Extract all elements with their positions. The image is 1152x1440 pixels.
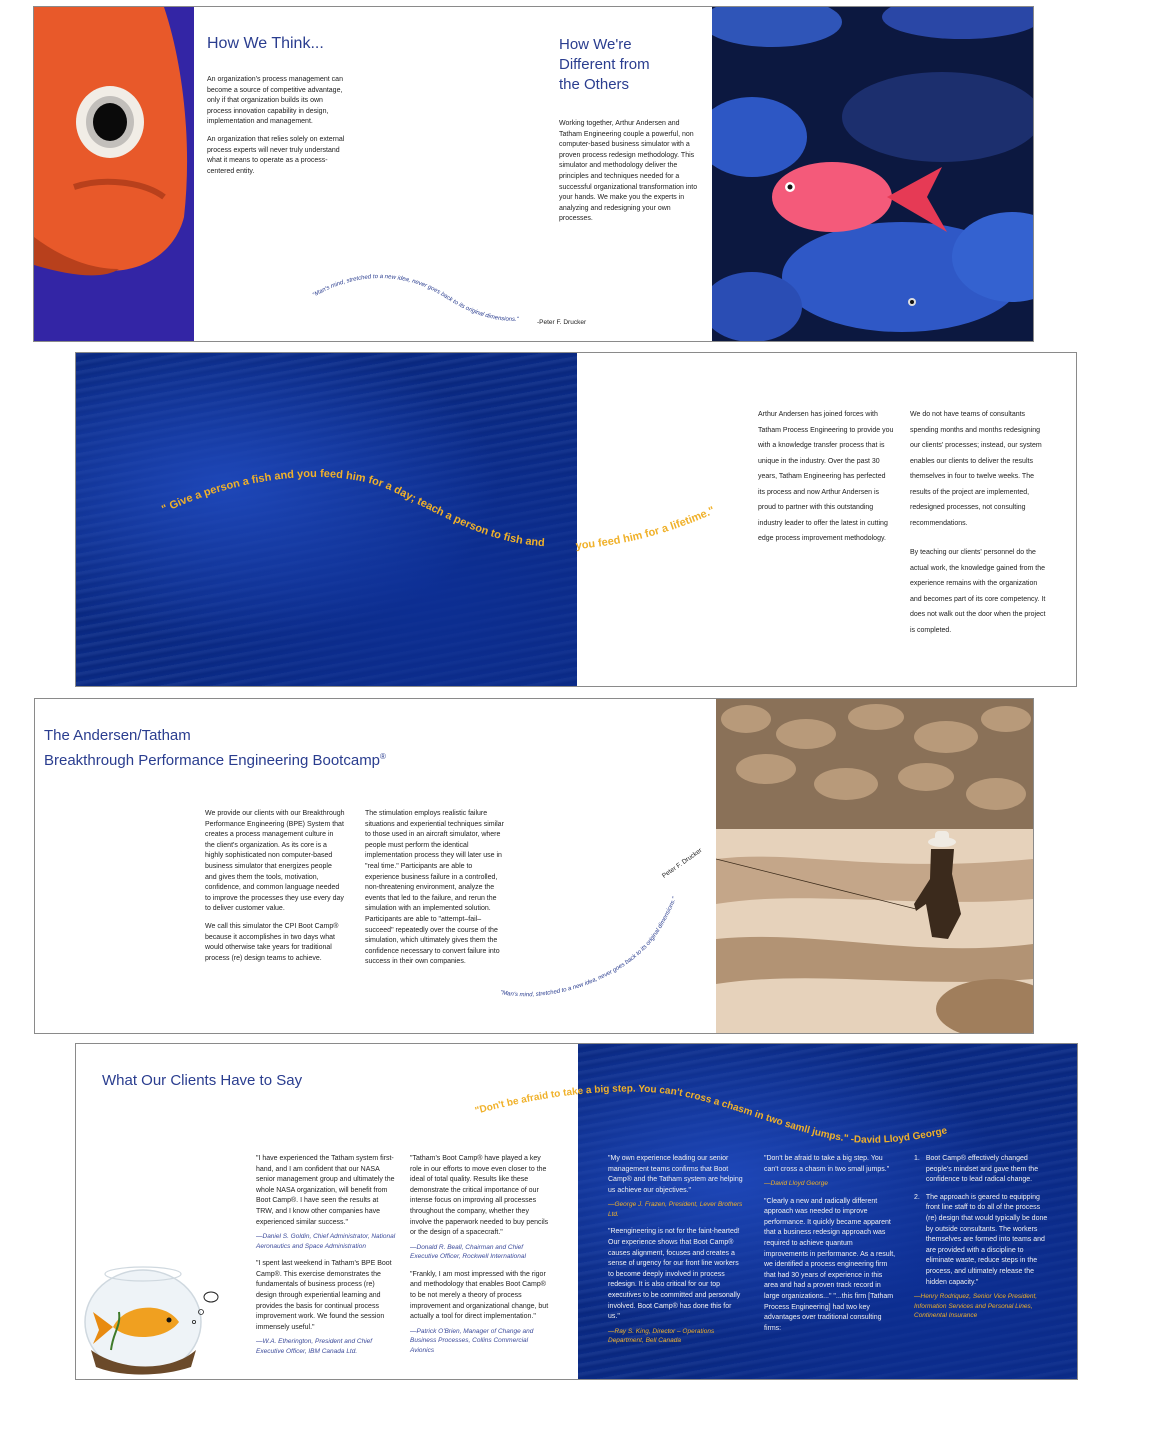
- paragraph: We provide our clients with our Breakthrough Performance Engineering (BPE) System that creates a process management culture in the client's organization. As its core is a highly sophisticated non computer-based business simulator that energizes people and gives them the tools, motivation, confidence, and common language needed to improve the processes they use every day to deliver customer value.: [205, 810, 345, 913]
- bootcamp-col2: The stimulation employs realistic failure situations and experiential techniques similar to those used in an aircraft simulator, where people must perform the identical implementation process they will later use in "real time." Participants are able to experience business failure in a controlled, non-threatening environment, analyze the events that led to the failure, and rerun the simulation with an implemented solution. Participants are able to "attempt–fail–succeed" repeatedly over the course of the simulation, which ultimately gives them the confidence necessary to convert failure into success in their own companies.: [365, 810, 504, 966]
- testimonial-text: "I have experienced the Tatham system first-hand, and I am confident that our NASA senior management group and ultimately the whole NASA organization, will benefit from Boot Camp®. I have seen the results at TRW, and I know other companies have experienced similar success.": [256, 1155, 395, 1226]
- proverb-text-end: you feed him for a lifetime.": [575, 504, 717, 552]
- testimonials-col5: [914, 1154, 1050, 1329]
- testimonial-attribution: —David Lloyd George: [764, 1180, 828, 1188]
- testimonial-attribution: —Henry Rodriquez, Senior Vice President, Information Services and Personal Lines, Continental Insurance: [914, 1293, 1038, 1320]
- svg-text:you feed him for a lifetime.": [575, 505, 716, 552]
- svg-text:"Man's mind, stretched to a ne: [500, 896, 679, 999]
- svg-text:"Man's mind, stretched to a ne: [312, 274, 520, 323]
- section-title: How We're Different from the Others: [559, 36, 650, 93]
- paragraph: An organization's process management can become a source of competitive advantage, only if that organization builds its own process innovation capability in design, implementation and management.: [207, 76, 343, 126]
- proverb-text: " Give a person a fish and you feed him for a day; teach a person to fish and: [160, 467, 546, 550]
- list-item: [914, 1154, 1050, 1193]
- fly-fisherman-image: [716, 699, 1033, 1033]
- testimonial-attribution: —Ray S. King, Director – Operations Department, Bell Canada: [608, 1327, 715, 1345]
- testimonial-text: "Don't be afraid to take a big step. You can't cross a chasm in two small jumps.": [764, 1155, 890, 1173]
- quote-author: -Peter F. Drucker: [537, 319, 587, 326]
- lloyd-george-quote-curve: [471, 1064, 1031, 1154]
- orange-fish-image: [34, 7, 194, 341]
- fish-proverb-curve: [156, 453, 756, 573]
- quote-text: "Man's mind, stretched to a new idea, never goes back to its original dimensions.": [311, 274, 519, 323]
- testimonial-text: "Frankly, I am most impressed with the rigor and methodology that enables Boot Camp® to be not merely a theory of process improvement and organizational change, but actually a tool for direct implementation.": [410, 1270, 549, 1321]
- testimonial-attribution: —Donald R. Beall, Chairman and Chief Executive Officer, Rockwell International: [410, 1243, 526, 1261]
- testimonials-col3: [608, 1154, 744, 1354]
- bootcamp-col1: [205, 809, 345, 971]
- testimonial-attribution: —W.A. Etherington, President and Chief Executive Officer, IBM Canada Ltd.: [256, 1338, 373, 1355]
- spread-bootcamp: [34, 698, 1034, 1034]
- drucker-quote-curve: [304, 257, 554, 337]
- paragraph: We call this simulator the CPI Boot Camp® because it accomplishes in two days what would otherwise take years for traditional process (re) design teams to achieve.: [205, 922, 339, 962]
- list-item: [914, 1193, 1050, 1295]
- spread-clients: [75, 1043, 1078, 1380]
- testimonial-text: "Tatham's Boot Camp® have played a key role in our efforts to move even closer to the ideal of total quality. Results like these demonstrate the critical importance of our intense focus on improving all processes throughout the company, whether they involve the paperwork needed to buy pencils or the design of a spacecraft.": [410, 1155, 549, 1237]
- testimonial-text: "Clearly a new and radically different approach was needed to improve performance. It quickly became apparent that a business redesign approach was required to achieve quantum improvements in performance. As a result, we identified a process engineering firm that had 30 years of experience in this area and had a proven track record in large organizations..." "...this firm [Tatham Process Engineering] had two key advantages over traditional consulting firms:: [764, 1197, 896, 1332]
- list-text: The approach is geared to equipping front line staff to do all of the process (re) design that would typically be done by outside consultants. The workers themselves are formed into teams and are provided with a discipline to eliminate waste, reduce steps in the process, and ultimately release the hidden capacity.": [925, 1193, 1048, 1286]
- quote-text: "Don't be afraid to take a big step. You can't cross a chasm in two samll jumps." -David Lloyd George: [473, 1083, 949, 1146]
- svg-text:"Don't be afraid to take a big: [474, 1084, 949, 1146]
- spread-how-we-think: [33, 6, 1034, 342]
- quote-author: Peter F. Drucker: [661, 847, 704, 880]
- page-title: How We Think...: [207, 35, 324, 52]
- list-number: 2.: [914, 1193, 920, 1201]
- testimonial-attribution: —Patrick O'Brien, Manager of Change and Business Processes, Collins Commercial Avionics: [410, 1327, 534, 1354]
- testimonials-col4: [764, 1154, 896, 1341]
- andersen-text: Arthur Andersen has joined forces with Tatham Process Engineering to provide you with a knowledge transfer process that is unique in the industry. Over the past 30 years, Tatham Engineering has perfected its process and now Arthur Andersen is proud to partner with this outstanding industry leader to offer the latest in cutting edge process improvement methodology.: [758, 411, 894, 542]
- paragraph: We do not have teams of consultants spending months and months redesigning our clients' processes; instead, our system enables our clients to deliver the results themselves in four to twelve weeks. The results of the project are implemented, redesigned processes, not consulting recommendations.: [910, 411, 1042, 527]
- paragraph: An organization that relies solely on external process experts will never truly understand what it means to operate as a process-centered entity.: [207, 135, 345, 175]
- quote-text: "Man's mind, stretched to a new idea, never goes back to its original dimensions.": [499, 896, 679, 999]
- list-text: Boot Camp® effectively changed people's mindset and gave them the confidence to lead radical change.: [925, 1155, 1039, 1184]
- testimonial-attribution: —George J. Frazen, President, Lever Brothers Ltd.: [608, 1201, 743, 1218]
- consultants-text: [910, 407, 1046, 645]
- bootcamp-title: The Andersen/Tatham Breakthrough Performance Engineering Bootcamp®: [44, 727, 386, 769]
- fish-school-image: [712, 7, 1033, 341]
- testimonials-col2: [410, 1154, 550, 1363]
- testimonial-text: "Reengineering is not for the faint-hearted! Our experience shows that Boot Camp® causes alignment, focuses and creates a sense of urgency for our front line workers to become deeply involved in process redesign. It is also critical for our top executives to be committed and personally involved. Boot Camp® has done this for us.": [608, 1228, 741, 1321]
- list-number: 1.: [914, 1155, 920, 1162]
- paragraph: By teaching our clients' personnel do the actual work, the knowledge gained from the experience remains with the organization and becomes part of its core competency. It does not walk out the door when the project is completed.: [910, 549, 1046, 634]
- testimonial-text: "My own experience leading our senior management teams confirms that Boot Camp® and the Tatham system are helping us achieve our objectives.": [608, 1155, 743, 1194]
- intro-text: [207, 75, 347, 184]
- testimonial-text: "I spent last weekend in Tatham's BPE Boot Camp®. This exercise demonstrates the fundamentals of business process (re) design through experiential learning and provides the basis for continual process improvement work. We found the session immensely useful.": [256, 1260, 392, 1331]
- spread-fishing-quote: [75, 352, 1077, 687]
- drucker-quote-curve: [495, 859, 715, 1009]
- svg-text:" Give a person a fish and you: [160, 468, 545, 549]
- testimonials-col1: [256, 1154, 396, 1364]
- goldfish-bowl-image: [81, 1232, 241, 1377]
- different-text: Working together, Arthur Andersen and Tatham Engineering couple a powerful, non computer-based business simulator with a proven process redesign methodology. This simulator and methodology deliver the principles and techniques needed for a successful organizational transformation into your hands. We make you the experts in analyzing and redesigning your own processes.: [559, 120, 698, 223]
- testimonial-attribution: —Daniel S. Goldin, Chief Administrator, National Aeronautics and Space Administration: [256, 1233, 396, 1250]
- clients-title: What Our Clients Have to Say: [102, 1072, 303, 1089]
